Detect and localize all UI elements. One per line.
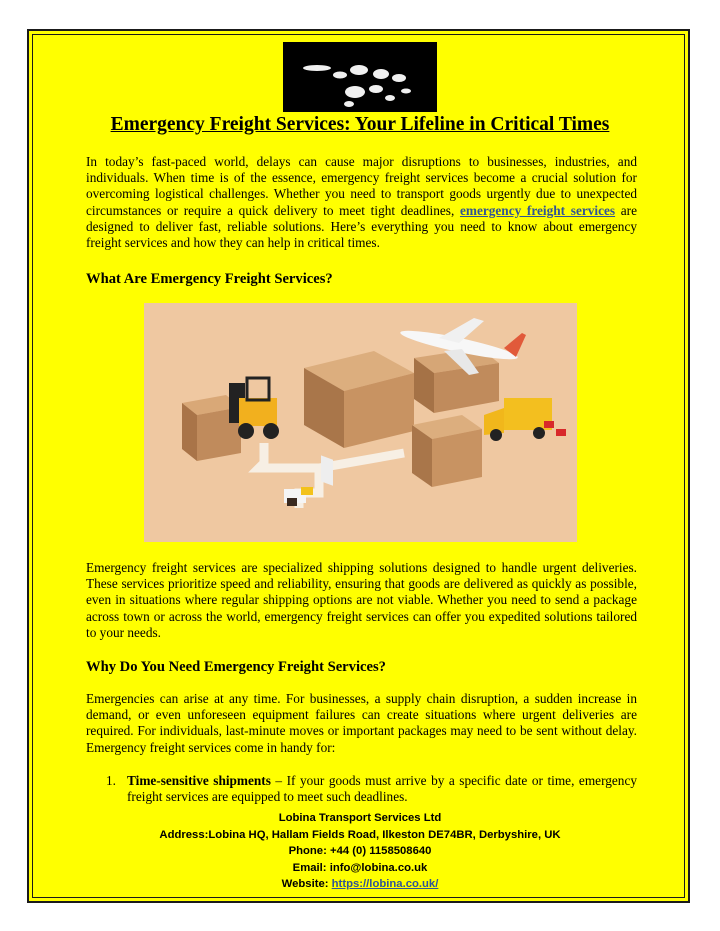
emergency-freight-services-link[interactable]: emergency freight services [459,202,616,218]
section1-paragraph: Emergency freight services are specialized shipping solutions designed to handle urgent deliveries. These services prioritize speed and reliability, ensuring that goods are delivered as quickly as possible, even in situations where regular shipping options are not viable. Whether you need to send a package across town or across the world, emergency freight services can offer you expedited solutions tailored to your needs. [86,560,637,640]
freight-photo [144,303,577,542]
footer-phone: Phone: +44 (0) 1158508640 [288,845,432,857]
section-heading-what: What Are Emergency Freight Services? [86,271,333,287]
list-term: Time-sensitive shipments [127,773,271,788]
footer-company: Lobina Transport Services Ltd [278,812,442,824]
footer-email: Email: info@lobina.co.uk [292,861,428,874]
intro-text-end: are designed to deliver fast, reliable solutions. Here’s everything you need to know about emergency freight services and how they can help in critical times. [86,202,637,251]
footer-website-label: Website: [281,878,332,890]
intro-text-start: In today’s fast-paced world, delays can cause major disruptions to businesses, industries, and individuals. When time is of the essence, emergency freight services become a crucial solution for overcoming logistical challenges. Whether you need to transport goods urgently due to unexpected circumstances or require a quick delivery to meet tight deadlines, [86,154,637,218]
list-description: – If your goods must arrive by a specific date or time, emergency freight services are equipped to meet such deadlines. [127,773,638,805]
section2-paragraph: Emergencies can arise at any time. For businesses, a supply chain disruption, a sudden increase in demand, or even unforeseen equipment failures can create situations where urgent deliveries are required. For individuals, last-minute moves or important packages may need to be sent without delay. Emergency freight services come in handy for: [86,691,637,755]
section-heading-why: Why Do You Need Emergency Freight Services? [86,659,386,675]
intro-paragraph [86,154,637,251]
list-text [127,773,637,805]
footer-website-link[interactable]: https://lobina.co.uk/ [331,878,439,890]
list-number: 1. [106,773,116,788]
page-title: Emergency Freight Services: Your Lifeline in Critical Times [110,114,610,135]
footer-contact [40,810,680,893]
footer-address: Address:Lobina HQ, Hallam Fields Road, Ilkeston DE74BR, Derbyshire, UK [159,828,561,841]
footer-website [40,876,680,893]
logo-icon [283,42,437,112]
